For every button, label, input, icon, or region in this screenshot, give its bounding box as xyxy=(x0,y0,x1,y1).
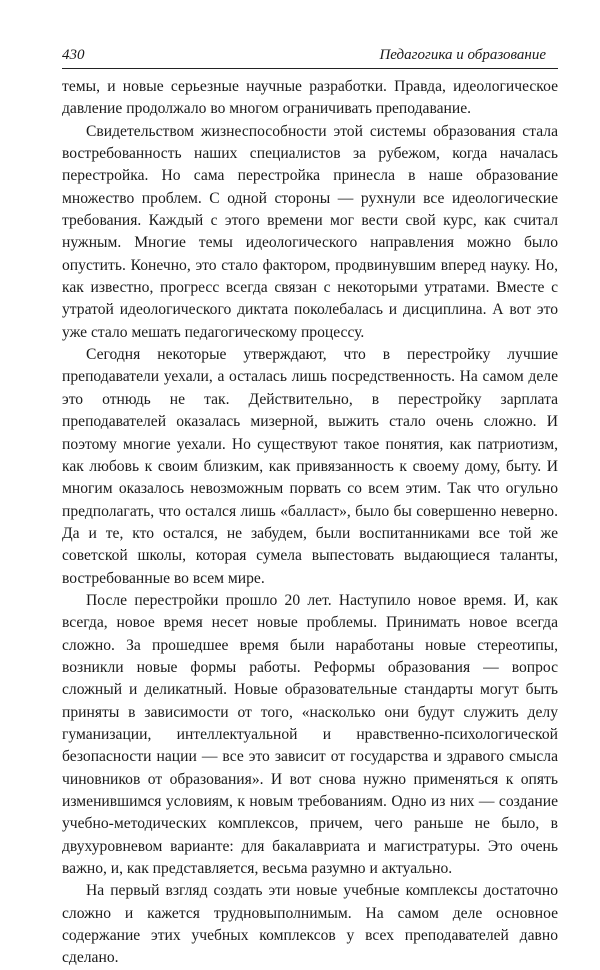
paragraph: Сегодня некоторые утверждают, что в перестройку лучшие преподаватели уехали, а осталась лишь посредственность. На самом деле это отнюдь не так. Действительно, в перестройку зарплата преподавателей оказалась мизерной, выжить стало очень сложно. И поэтому многие уехали. Но существуют такое понятия, как патриотизм, как любовь к своим близким, как привязанность к своему дому, быту. И многим оказалось невозможным порвать со всем этим. Так что огульно предполагать, что остался лишь «балласт», было бы совершенно неверно. Да и те, кто остался, не забудем, были воспитанниками все той же советской школы, которая сумела выпестовать выдающиеся таланты, востребованные во всем мире. xyxy=(62,346,558,587)
paragraph: На первый взгляд создать эти новые учебные комплексы достаточно сложно и кажется трудновыполнимым. На самом деле основное содержание этих учебных комплексов у всех преподавателей давно сделано. xyxy=(62,882,558,967)
page-header xyxy=(62,46,558,69)
page-number: 430 xyxy=(62,47,85,63)
paragraph: После перестройки прошло 20 лет. Наступило новое время. И, как всегда, новое время несет новые проблемы. Принимать новое всегда сложно. За прошедшее время были наработаны новые стереотипы, возникли новые формы работы. Реформы образования — вопрос сложный и деликатный. Новые образовательные стандарты могут быть приняты в зависимости от того, «насколько они будут служить делу гуманизации, интеллектуальной и нравственно-психологической безопасности нации — все это зависит от государства и здравого смысла чиновников от образования». И вот снова нужно применяться к опять изменившимся условиям, к новым требованиям. Одно из них — создание учебно-методических комплексов, причем, чего раньше не было, в двухуровневом варианте: для бакалавриата и магистратуры. Это очень важно, и, как представляется, весьма разумно и актуально. xyxy=(62,591,558,878)
running-title: Педагогика и образование xyxy=(379,47,546,63)
paragraph-continued: темы, и новые серьезные научные разработки. Правда, идеологическое давление продолжало во многом ограничивать преподавание. xyxy=(62,78,558,118)
paragraph: Свидетельством жизнеспособности этой системы образования стала востребованность наших специалистов за рубежом, когда началась перестройка. Но сама перестройка принесла в наше образование множество проблем. С одной стороны — рухнули все идеологические требования. Каждый с этого времени мог вести свой курс, как считал нужным. Многие темы идеологического направления можно было опустить. Конечно, это стало фактором, продвинувшим вперед науку. Но, как известно, прогресс всегда связан с некоторыми утратами. Вместе с утратой идеологического диктата поколебалась и дисциплина. А вот это уже стало мешать педагогическому процессу. xyxy=(62,122,558,341)
body-text xyxy=(62,76,558,970)
